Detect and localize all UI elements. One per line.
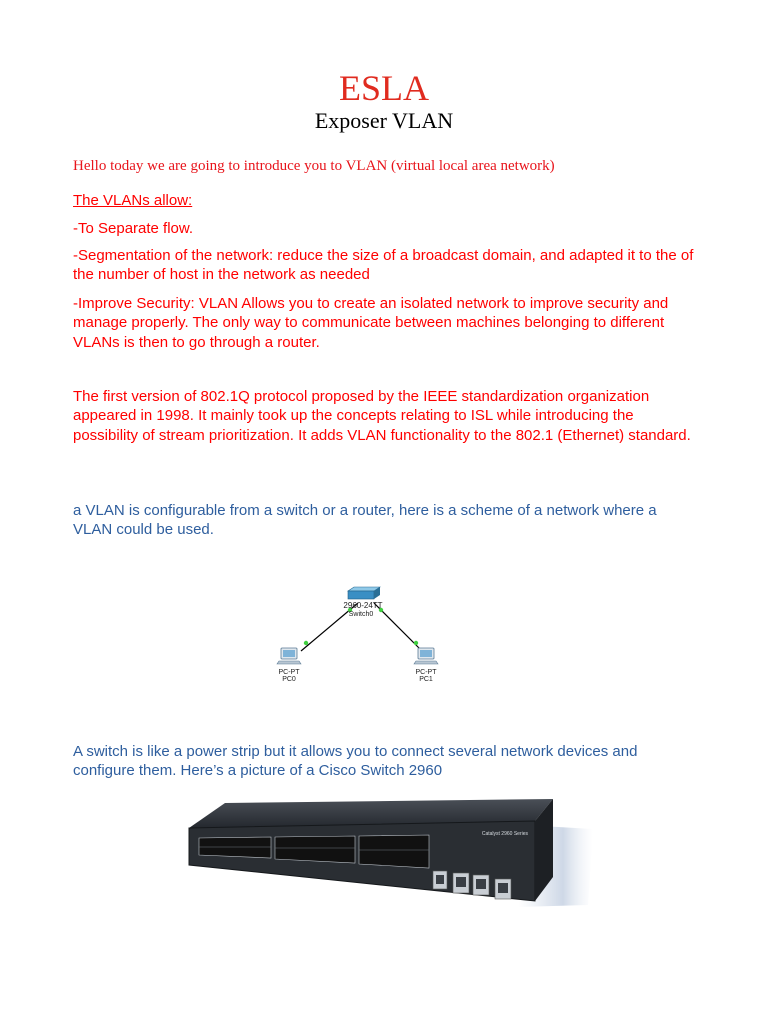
bullet-separate-flow: -To Separate flow. bbox=[73, 220, 194, 237]
pc0-name-label: PC0 bbox=[282, 676, 296, 683]
doc-title: ESLA bbox=[339, 68, 429, 108]
history-paragraph: The first version of 802.1Q protocol proposed by the IEEE standardization organization appeared in 1998. It mainly took up the concepts relating to ISL while introducing the possibility of stream prioritization. It adds VLAN functionality to the 802.1 (Ethernet) standard. bbox=[73, 388, 691, 444]
switch-icon bbox=[348, 587, 380, 599]
network-diagram bbox=[270, 585, 450, 685]
port-indicator bbox=[414, 641, 418, 645]
switch-paragraph: A switch is like a power strip but it allows you to connect several network devices and configure them. Here’s a picture of a Cisco Switch 2960 bbox=[73, 743, 638, 780]
pc0-type-label: PC-PT bbox=[278, 669, 300, 676]
intro-text: Hello today we are going to introduce you to VLAN (virtual local area network) bbox=[73, 158, 555, 174]
pc0-icon bbox=[277, 648, 301, 664]
cisco-switch-image bbox=[183, 795, 595, 917]
port-indicator bbox=[304, 641, 308, 645]
device-label: Catalyst 2960 Series bbox=[481, 831, 528, 837]
scheme-paragraph: a VLAN is configurable from a switch or a router, here is a scheme of a network where a VLAN could be used. bbox=[73, 502, 657, 539]
pc1-name-label: PC1 bbox=[419, 676, 433, 683]
allow-heading: The VLANs allow: bbox=[73, 192, 193, 209]
bullet-segmentation: -Segmentation of the network: reduce the size of a broadcast domain, and adapted it to the of the number of host in the network as needed bbox=[73, 247, 694, 284]
pc1-type-label: PC-PT bbox=[415, 669, 437, 676]
pc1-icon bbox=[414, 648, 438, 664]
bullet-security: -Improve Security: VLAN Allows you to create an isolated network to improve security and manage properly. The only way to communicate between machines belonging to different VLANs is then to go through a router. bbox=[73, 295, 669, 351]
switch-name-label: Switch0 bbox=[348, 611, 374, 618]
doc-subtitle: Exposer VLAN bbox=[314, 108, 454, 133]
switch-model-label: 2960-24TT bbox=[343, 601, 383, 610]
